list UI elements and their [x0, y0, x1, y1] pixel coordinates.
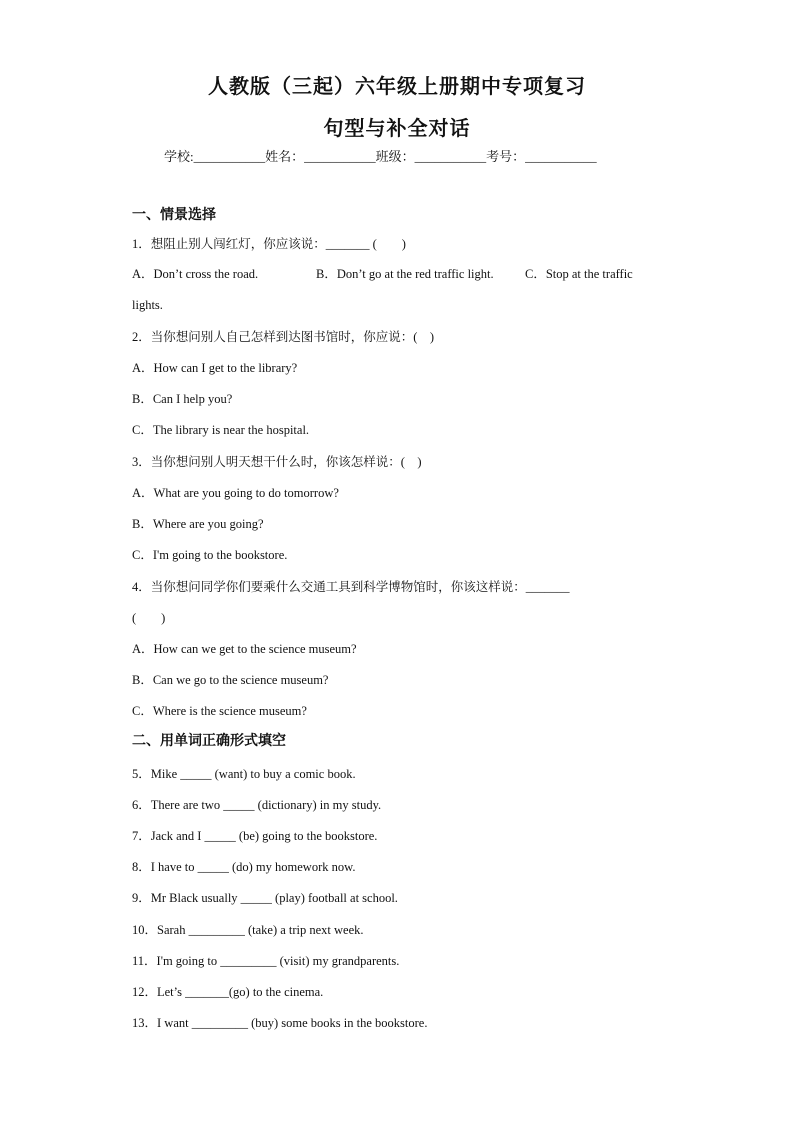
fill-item-13: 13．I want _________ (buy) some books in the bookstore. — [132, 1016, 428, 1030]
section1-heading: 一、情景选择 — [132, 208, 216, 223]
section2-heading: 二、用单词正确形式填空 — [132, 734, 286, 749]
class-label: 班级： — [375, 149, 415, 164]
class-blank: ___________ — [414, 149, 487, 164]
exam-number-blank: ___________ — [525, 149, 597, 164]
fill-item-6: 6．There are two _____ (dictionary) in my study. — [132, 798, 382, 812]
q2-stem: 2．当你想问别人自己怎样到达图书馆时，你应说：( ) — [132, 330, 435, 344]
q4-stem: 4．当你想问同学你们要乘什么交通工具到科学博物馆时，你该这样说：_______ — [132, 580, 570, 594]
fill-item-10: 10．Sarah _________ (take) a trip next week. — [132, 923, 364, 937]
q3-option-c: C．I'm going to the bookstore. — [132, 548, 288, 562]
q3-option-a: A．What are you going to do tomorrow? — [132, 486, 339, 500]
page-subtitle: 句型与补全对话 — [323, 118, 471, 140]
fill-item-11: 11．I'm going to _________ (visit) my grandparents. — [132, 954, 400, 968]
q2-option-a: A．How can I get to the library? — [132, 361, 298, 375]
q1-option-b: B．Don’t go at the red traffic light. — [316, 267, 494, 281]
name-label: 姓名： — [265, 149, 305, 164]
fill-item-9: 9．Mr Black usually _____ (play) football at school. — [132, 891, 398, 905]
fill-item-5: 5．Mike _____ (want) to buy a comic book. — [132, 767, 356, 781]
q1-option-c-cont: lights. — [132, 298, 163, 312]
q4-option-b: B．Can we go to the science museum? — [132, 673, 329, 687]
q2-option-b: B．Can I help you? — [132, 392, 233, 406]
q4-option-c: C．Where is the science museum? — [132, 704, 307, 718]
fill-item-7: 7．Jack and I _____ (be) going to the bookstore. — [132, 829, 378, 843]
school-blank: ___________ — [193, 149, 266, 164]
fill-item-12: 12．Let’s _______(go) to the cinema. — [132, 985, 324, 999]
q1-option-a: A．Don’t cross the road. — [132, 267, 259, 281]
exam-number-label: 考号： — [486, 149, 526, 164]
q3-option-b: B．Where are you going? — [132, 517, 264, 531]
name-blank: ___________ — [304, 149, 376, 164]
q4-stem-cont: ( ) — [132, 611, 166, 625]
school-label: 学校: — [164, 149, 194, 164]
q1-option-c: C．Stop at the traffic — [525, 267, 633, 281]
page-title: 人教版（三起）六年级上册期中专项复习 — [208, 76, 586, 98]
q4-option-a: A．How can we get to the science museum? — [132, 642, 357, 656]
fill-item-8: 8．I have to _____ (do) my homework now. — [132, 860, 356, 874]
q3-stem: 3．当你想问别人明天想干什么时，你该怎样说：( ) — [132, 455, 422, 469]
q2-option-c: C．The library is near the hospital. — [132, 423, 310, 437]
student-info-row — [164, 146, 597, 165]
q1-stem: 1．想阻止别人闯红灯，你应该说：_______ ( ) — [132, 237, 406, 251]
